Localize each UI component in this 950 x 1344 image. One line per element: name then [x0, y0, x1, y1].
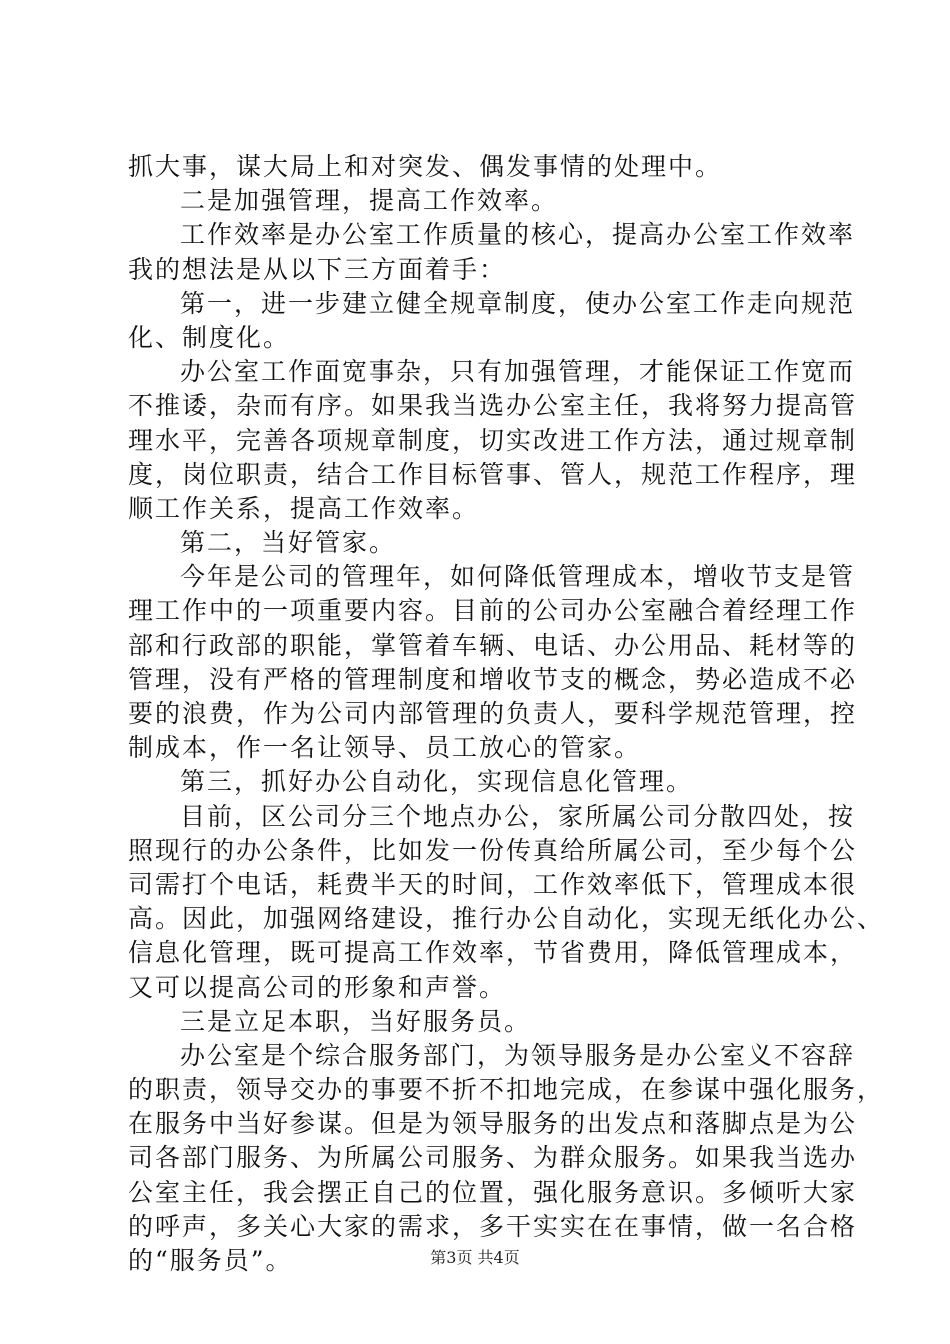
- text-line: 工作效率是办公室工作质量的核心，提高办公室工作效率: [180, 220, 856, 250]
- text-line: 高。因此，加强网络建设，推行办公自动化，实现无纸化办公、: [128, 904, 885, 934]
- text-line: 的职责，领导交办的事要不折不扣地完成，在参谋中强化服务，: [128, 1075, 885, 1105]
- page-number-footer: 第3页 共4页: [430, 1248, 520, 1267]
- text-line: 度，岗位职责，结合工作目标管事、管人，规范工作程序，理: [128, 459, 858, 489]
- text-line: 要的浪费，作为公司内部管理的负责人，要科学规范管理，控: [128, 699, 858, 728]
- text-line: 第二，当好管家。: [180, 528, 397, 558]
- text-line: 理水平，完善各项规章制度，切实改进工作方法，通过规章制: [128, 425, 858, 455]
- text-line: 公室主任，我会摆正自己的位置，强化服务意识。多倾听大家: [128, 1177, 858, 1207]
- text-line: 第一，进一步建立健全规章制度，使办公室工作走向规范: [180, 288, 856, 318]
- text-line: 办公室工作面宽事杂，只有加强管理，才能保证工作宽而: [180, 357, 856, 387]
- text-line: 司需打个电话，耗费半天的时间，工作效率低下，管理成本很: [128, 869, 858, 899]
- text-line: 的“服务员”。: [128, 1246, 293, 1275]
- text-line: 照现行的办公条件，比如发一份传真给所属公司，至少每个公: [128, 835, 858, 865]
- text-line: 司各部门服务、为所属公司服务、为群众服务。如果我当选办: [128, 1143, 858, 1173]
- text-line: 顺工作关系，提高工作效率。: [128, 493, 480, 523]
- text-line: 制成本，作一名让领导、员工放心的管家。: [128, 733, 642, 763]
- document-body: [128, 150, 885, 1278]
- text-line: 管理，没有严格的管理制度和增收节支的概念，势必造成不必: [128, 664, 858, 694]
- text-line: 的呼声，多关心大家的需求，多干实实在在事情，做一名合格: [128, 1211, 858, 1241]
- text-line: 理工作中的一项重要内容。目前的公司办公室融合着经理工作: [128, 596, 858, 626]
- text-line: 第三，抓好办公自动化，实现信息化管理。: [180, 767, 694, 797]
- text-line: 我的想法是从以下三方面着手：: [128, 254, 507, 284]
- text-line: 又可以提高公司的形象和声誉。: [128, 972, 507, 1002]
- text-line: 在服务中当好参谋。但是为领导服务的出发点和落脚点是为公: [128, 1109, 858, 1139]
- text-line: 办公室是个综合服务部门，为领导服务是办公室义不容辞: [180, 1040, 856, 1070]
- text-line: 化、制度化。: [128, 322, 291, 352]
- text-line: 信息化管理，既可提高工作效率，节省费用，降低管理成本，: [128, 938, 858, 968]
- text-line: 目前，区公司分三个地点办公，家所属公司分散四处，按: [180, 801, 856, 831]
- text-line: 不推诿，杂而有序。如果我当选办公室主任，我将努力提高管: [128, 391, 858, 421]
- text-line: 二是加强管理，提高工作效率。: [180, 186, 559, 216]
- text-line: 三是立足本职，当好服务员。: [180, 1006, 532, 1036]
- text-line: 今年是公司的管理年，如何降低管理成本，增收节支是管: [180, 562, 856, 592]
- text-line: 抓大事，谋大局上和对突发、偶发事情的处理中。: [128, 152, 723, 181]
- text-line: 部和行政部的职能，掌管着车辆、电话、办公用品、耗材等的: [128, 630, 858, 660]
